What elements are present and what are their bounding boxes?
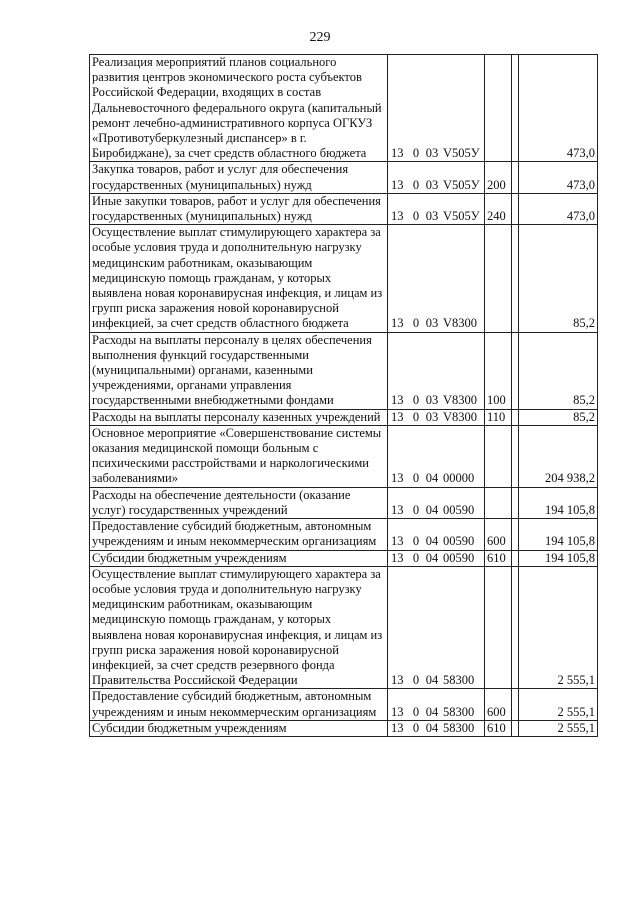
empty-cell — [512, 162, 519, 193]
subprogram-code: 0 — [412, 704, 420, 719]
target-article-code — [388, 689, 485, 720]
amount-cell: 2 555,1 — [519, 720, 598, 736]
subprogram-code: 0 — [412, 146, 420, 161]
expense-name: Основное мероприятие «Совершенствование системы оказания медицинской помощи больным с психическими расстройствами и наркологическими заболеваниями» — [92, 425, 382, 486]
empty-cell — [512, 566, 519, 689]
event-code: 04 — [425, 471, 439, 486]
event-code: 04 — [425, 550, 439, 565]
program-code: 13 — [391, 316, 404, 331]
table-row — [90, 409, 598, 425]
amount-cell: 85,2 — [519, 225, 598, 332]
direction-code: V505У — [443, 146, 480, 161]
empty-cell — [512, 519, 519, 550]
empty-cell — [512, 720, 519, 736]
program-code: 13 — [391, 502, 404, 517]
direction-code: 00000 — [443, 471, 475, 486]
budget-table — [89, 54, 598, 737]
table-row — [90, 487, 598, 518]
expense-name: Закупка товаров, работ и услуг для обеспечения государственных (муниципальных) нужд — [92, 162, 349, 192]
subprogram-code: 0 — [412, 673, 420, 688]
direction-code: V505У — [443, 209, 480, 224]
expense-name-cell — [90, 425, 388, 487]
expense-name: Расходы на обеспечение деятельности (оказание услуг) государственных учреждений — [92, 487, 351, 517]
target-article-code — [388, 487, 485, 518]
direction-code: V8300 — [443, 316, 478, 331]
amount-cell: 85,2 — [519, 409, 598, 425]
table-row — [90, 193, 598, 224]
expense-name-cell — [90, 162, 388, 193]
target-article-code — [388, 550, 485, 566]
amount-cell: 204 938,2 — [519, 425, 598, 487]
table-row — [90, 55, 598, 162]
program-code: 13 — [391, 393, 404, 408]
empty-cell — [512, 689, 519, 720]
expense-name: Расходы на выплаты персоналу казенных учреждений — [92, 409, 381, 424]
table-row — [90, 566, 598, 689]
expense-name: Субсидии бюджетным учреждениям — [92, 720, 287, 735]
table-row — [90, 332, 598, 409]
expense-name: Осуществление выплат стимулирующего характера за особые условия труда и дополнительную нагрузку медицинским работникам, оказывающим медицинскую помощь гражданам, у которых выявлена новая коронавирусная инфекция, и лицам из групп риска заражения новой коронавирусной инфекцией, за счет средств резервного фонда Правительства Российской Федерации — [92, 566, 383, 688]
budget-table-body — [90, 55, 598, 737]
expense-type-code: 600 — [485, 689, 512, 720]
expense-type-code: 100 — [485, 332, 512, 409]
event-code: 04 — [425, 534, 439, 549]
expense-name-cell — [90, 550, 388, 566]
table-row — [90, 550, 598, 566]
table-row — [90, 720, 598, 736]
target-article-code — [388, 332, 485, 409]
empty-cell — [512, 225, 519, 332]
expense-name: Субсидии бюджетным учреждениям — [92, 550, 287, 565]
expense-type-code — [485, 225, 512, 332]
table-row — [90, 425, 598, 487]
amount-cell: 473,0 — [519, 162, 598, 193]
event-code: 03 — [425, 393, 439, 408]
program-code: 13 — [391, 471, 404, 486]
table-row — [90, 225, 598, 332]
target-article-code — [388, 519, 485, 550]
direction-code: V8300 — [443, 393, 478, 408]
target-article-code — [388, 162, 485, 193]
table-row — [90, 689, 598, 720]
page-number: 229 — [309, 30, 331, 45]
target-article-code — [388, 566, 485, 689]
expense-type-code: 610 — [485, 720, 512, 736]
direction-code: 58300 — [443, 673, 475, 688]
event-code: 03 — [425, 146, 439, 161]
direction-code: 00590 — [443, 534, 475, 549]
expense-type-code — [485, 55, 512, 162]
amount-cell: 473,0 — [519, 193, 598, 224]
subprogram-code: 0 — [412, 471, 420, 486]
expense-name-cell — [90, 225, 388, 332]
subprogram-code: 0 — [412, 720, 420, 735]
amount-cell: 194 105,8 — [519, 487, 598, 518]
expense-type-code — [485, 487, 512, 518]
event-code: 04 — [425, 704, 439, 719]
expense-type-code: 200 — [485, 162, 512, 193]
target-article-code — [388, 720, 485, 736]
event-code: 03 — [425, 316, 439, 331]
empty-cell — [512, 487, 519, 518]
event-code: 04 — [425, 502, 439, 517]
empty-cell — [512, 550, 519, 566]
expense-type-code: 110 — [485, 409, 512, 425]
table-row — [90, 162, 598, 193]
expense-name: Расходы на выплаты персоналу в целях обеспечения выполнения функций государственными (муниципальными) органами, казенными учреждениями, органами управления государственными внебюджетными фондами — [92, 332, 372, 408]
expense-name-cell — [90, 487, 388, 518]
subprogram-code: 0 — [412, 177, 420, 192]
direction-code: 00590 — [443, 502, 475, 517]
expense-type-code: 240 — [485, 193, 512, 224]
subprogram-code: 0 — [412, 316, 420, 331]
direction-code: 00590 — [443, 550, 475, 565]
empty-cell — [512, 409, 519, 425]
amount-cell: 85,2 — [519, 332, 598, 409]
expense-type-code — [485, 566, 512, 689]
direction-code: V505У — [443, 177, 480, 192]
expense-name: Предоставление субсидий бюджетным, автономным учреждениям и иным некоммерческим организациям — [92, 519, 377, 549]
subprogram-code: 0 — [412, 534, 420, 549]
empty-cell — [512, 332, 519, 409]
expense-name: Реализация мероприятий планов социального развития центров экономического роста субъектов Российской Федерации, входящих в состав Дальневосточного федерального округа (капитальный ремонт лечебно-административного корпуса ОГКУЗ «Противотуберкулезный диспансер» в г. Биробиджане), за счет средств областного бюджета — [92, 55, 382, 161]
program-code: 13 — [391, 720, 404, 735]
target-article-code — [388, 225, 485, 332]
expense-name-cell — [90, 689, 388, 720]
program-code: 13 — [391, 209, 404, 224]
amount-cell: 473,0 — [519, 55, 598, 162]
subprogram-code: 0 — [412, 393, 420, 408]
event-code: 04 — [425, 673, 439, 688]
expense-name-cell — [90, 566, 388, 689]
subprogram-code: 0 — [412, 409, 420, 424]
expense-type-code: 600 — [485, 519, 512, 550]
expense-name-cell — [90, 193, 388, 224]
target-article-code — [388, 409, 485, 425]
amount-cell: 194 105,8 — [519, 519, 598, 550]
expense-name-cell — [90, 332, 388, 409]
expense-name-cell — [90, 519, 388, 550]
event-code: 04 — [425, 720, 439, 735]
table-row — [90, 519, 598, 550]
expense-name: Иные закупки товаров, работ и услуг для обеспечения государственных (муниципальных) нужд — [92, 193, 381, 224]
event-code: 03 — [425, 409, 439, 424]
amount-cell: 194 105,8 — [519, 550, 598, 566]
subprogram-code: 0 — [412, 502, 420, 517]
event-code: 03 — [425, 177, 439, 192]
direction-code: 58300 — [443, 720, 475, 735]
expense-name-cell — [90, 720, 388, 736]
program-code: 13 — [391, 534, 404, 549]
program-code: 13 — [391, 409, 404, 424]
empty-cell — [512, 193, 519, 224]
expense-name-cell — [90, 409, 388, 425]
target-article-code — [388, 425, 485, 487]
direction-code: 58300 — [443, 704, 475, 719]
amount-cell: 2 555,1 — [519, 689, 598, 720]
amount-cell: 2 555,1 — [519, 566, 598, 689]
empty-cell — [512, 55, 519, 162]
program-code: 13 — [391, 550, 404, 565]
program-code: 13 — [391, 704, 404, 719]
event-code: 03 — [425, 209, 439, 224]
expense-type-code — [485, 425, 512, 487]
expense-name: Предоставление субсидий бюджетным, автономным учреждениям и иным некоммерческим организациям — [92, 689, 377, 719]
subprogram-code: 0 — [412, 209, 420, 224]
direction-code: V8300 — [443, 409, 478, 424]
target-article-code — [388, 55, 485, 162]
expense-type-code: 610 — [485, 550, 512, 566]
target-article-code — [388, 193, 485, 224]
empty-cell — [512, 425, 519, 487]
expense-name: Осуществление выплат стимулирующего характера за особые условия труда и дополнительную нагрузку медицинским работникам, оказывающим медицинскую помощь гражданам, у которых выявлена новая коронавирусная инфекция, и лицам из групп риска заражения новой коронавирусной инфекцией, за счет средств областного бюджета — [92, 225, 383, 331]
program-code: 13 — [391, 673, 404, 688]
subprogram-code: 0 — [412, 550, 420, 565]
program-code: 13 — [391, 177, 404, 192]
program-code: 13 — [391, 146, 404, 161]
expense-name-cell — [90, 55, 388, 162]
